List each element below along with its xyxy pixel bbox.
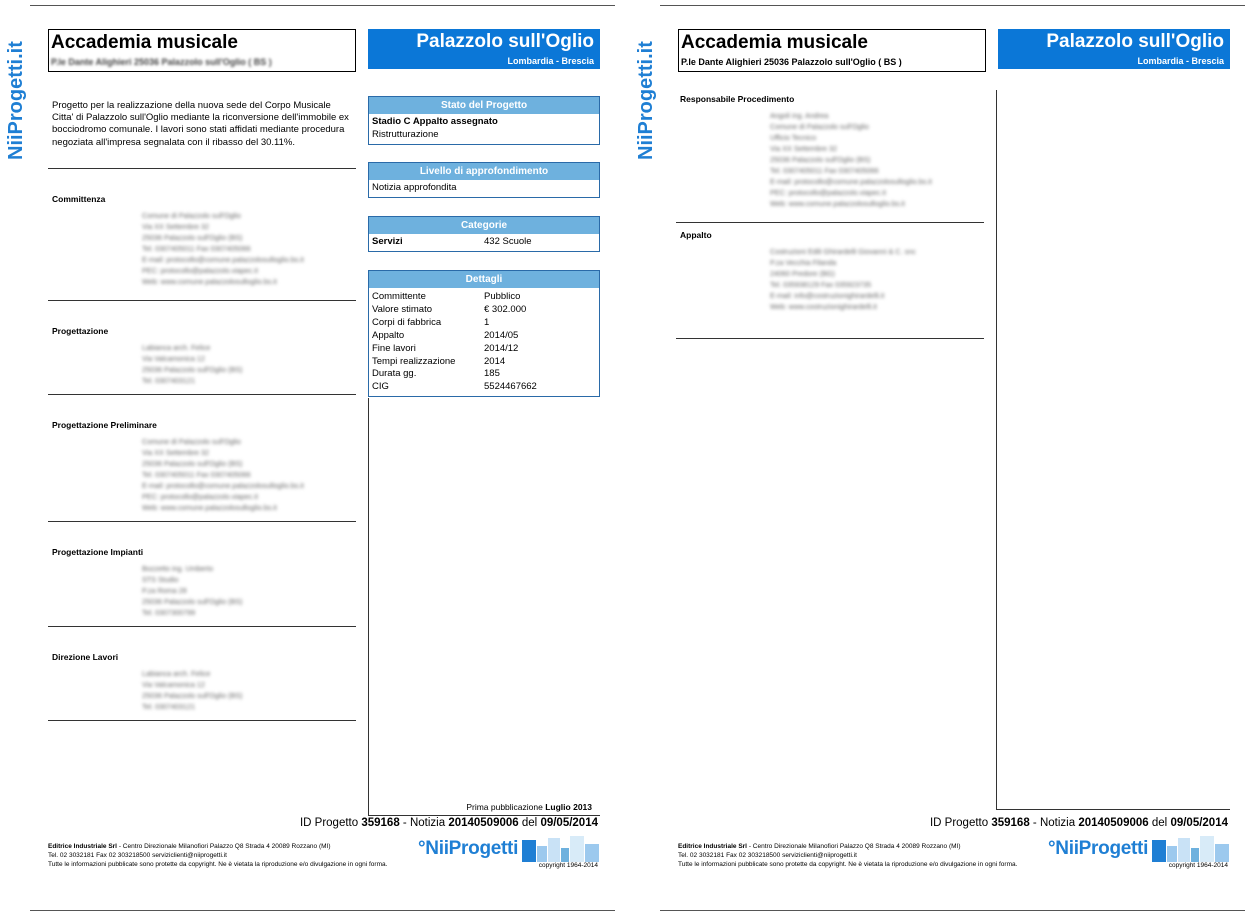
dettagli-value: 1	[484, 316, 490, 328]
contact-line: E-mail: protocollo@comune.palazzolosulloglio.bs.it	[770, 177, 932, 186]
id-mid-2: - Notizia	[1032, 817, 1076, 829]
contact-line: Tel. 0307405011 Fax 0307405066	[770, 166, 879, 175]
stato-type: Ristrutturazione	[372, 128, 439, 140]
contact-line: Via XX Settembre 32	[770, 144, 837, 153]
first-pub-value: Luglio 2013	[545, 802, 592, 812]
id-value-2: 359168	[991, 817, 1030, 829]
date-value: 09/05/2014	[540, 817, 598, 829]
dettagli-row	[372, 304, 596, 317]
contact-line: Labianca arch. Felice	[142, 669, 211, 678]
contact-line: Comune di Palazzolo sull'Oglio	[142, 211, 241, 220]
categorie-value: 432 Scuole	[484, 236, 532, 247]
dettagli-row	[372, 381, 596, 394]
dettagli-value: € 302.000	[484, 303, 527, 315]
dettagli-row	[372, 343, 596, 356]
contact-line: Tel. 0307405011 Fax 0307405066	[142, 470, 251, 479]
project-address: P.le Dante Alighieri 25036 Palazzolo sull'Oglio ( BS )	[51, 57, 272, 67]
contact-line: Via XX Settembre 32	[142, 222, 209, 231]
contact-line: Ufficio Tecnico	[770, 133, 817, 142]
stato-box	[368, 96, 600, 145]
dettagli-key: Appalto	[372, 329, 405, 341]
section-contact-lines	[142, 210, 304, 287]
vertical-logo-2	[630, 30, 660, 160]
first-pub-label: Prima pubblicazione	[466, 802, 543, 812]
vertical-logo	[0, 30, 30, 160]
right-column-bottom	[368, 815, 600, 816]
section-title: Progettazione	[52, 326, 109, 336]
contact-line: PEC: protocollo@palazzolo.viapec.it	[770, 188, 886, 197]
dettagli-key: Fine lavori	[372, 342, 416, 354]
dettagli-value: 2014/05	[484, 329, 519, 341]
brand-text: °NiiProgetti	[418, 838, 519, 859]
section-contact-lines	[770, 110, 932, 209]
contact-line: P.za Vecchia Filanda	[770, 258, 837, 267]
project-address-2: P.le Dante Alighieri 25036 Palazzolo sull'Oglio ( BS )	[681, 57, 902, 67]
id-value: 359168	[361, 817, 400, 829]
section-contact-lines	[770, 246, 916, 312]
publisher-name-2: Editrice Industriale Srl	[678, 843, 747, 850]
contact-line: E-mail: protocollo@comune.palazzolosulloglio.bs.it	[142, 255, 304, 264]
contact-line: Comune di Palazzolo sull'Oglio	[770, 122, 869, 131]
contact-line: 25036 Palazzolo sull'Oglio (BS)	[142, 597, 243, 606]
section-title: Responsabile Procedimento	[680, 94, 795, 104]
section-title: Committenza	[52, 194, 106, 204]
livello-header: Livello di approfondimento	[369, 163, 599, 180]
contact-line: Tel. 0307403121	[142, 702, 196, 711]
contact-line: Web: www.comune.palazzolosulloglio.bs.it	[770, 199, 905, 208]
contact-line: 25036 Palazzolo sull'Oglio (BS)	[142, 233, 243, 242]
section-title: Direzione Lavori	[52, 652, 119, 662]
dettagli-key: Tempi realizzazione	[372, 355, 456, 367]
contact-line: Tel. 035938129 Fax 035923735	[770, 280, 872, 289]
city-name-2: Palazzolo sull'Oglio	[1046, 31, 1224, 52]
right-column-rule	[368, 398, 369, 816]
dettagli-key: Durata gg.	[372, 368, 417, 380]
bottom-rule-2	[660, 910, 1245, 911]
id-prefix: ID Progetto	[299, 817, 359, 829]
id-del: del	[521, 817, 538, 829]
brand-logo-2	[1048, 836, 1230, 862]
id-del-2: del	[1151, 817, 1168, 829]
notizia-value-2: 20140509006	[1078, 817, 1149, 829]
publisher-info-2	[678, 842, 1017, 869]
date-value-2: 09/05/2014	[1170, 817, 1228, 829]
livello-value: Notizia approfondita	[372, 182, 457, 193]
id-mid: - Notizia	[402, 817, 446, 829]
stato-stage: Stadio C Appalto assegnato	[372, 116, 498, 127]
dettagli-row	[372, 330, 596, 343]
contact-line: Tel. 0307300799	[142, 608, 196, 617]
section-contact-lines	[142, 668, 242, 712]
stato-header: Stato del Progetto	[369, 97, 599, 114]
publisher-info	[48, 842, 387, 869]
vertical-logo-text-2: NiiProgetti.it	[635, 41, 657, 160]
contact-line: Bozzetto ing. Umberto	[142, 564, 214, 573]
city-banner	[368, 29, 600, 69]
section-contact-lines	[142, 342, 242, 386]
city-name: Palazzolo sull'Oglio	[416, 31, 594, 52]
id-line	[300, 817, 598, 829]
copyright-2: copyright 1964-2014	[1168, 862, 1228, 869]
dettagli-value: 2014	[484, 355, 506, 367]
dettagli-key: Corpi di fabbrica	[372, 316, 442, 328]
dettagli-key: CIG	[372, 381, 389, 393]
contact-line: 24060 Predore (BG)	[770, 269, 835, 278]
brand-text-2: °NiiProgetti	[1048, 838, 1149, 859]
buildings-icon-2	[1152, 836, 1230, 862]
contact-line: P.za Roma 28	[142, 586, 187, 595]
publisher-contacts: Tel. 02 3032181 Fax 02 303218500 serviziclienti@niiprogetti.it	[48, 852, 227, 859]
contact-line: Via Valcamonica 12	[142, 354, 205, 363]
contact-line: Labianca arch. Felice	[142, 343, 211, 352]
top-rule	[30, 5, 615, 6]
section-divider	[48, 394, 356, 395]
page-title: Accademia musicale	[51, 32, 238, 53]
dettagli-value: 2014/12	[484, 342, 519, 354]
section-divider	[48, 168, 356, 169]
contact-line: Angoli ing. Andrea	[770, 111, 829, 120]
page-2	[630, 0, 1230, 912]
dettagli-row	[372, 356, 596, 369]
contact-line: Via Valcamonica 12	[142, 680, 205, 689]
publisher-rights: Tutte le informazioni pubblicate sono protette da copyright. Ne è vietata la riproduzione e/o divulgazione in ogni forma.	[48, 861, 388, 868]
dettagli-value: 185	[484, 368, 500, 380]
region-name: Lombardia - Brescia	[507, 56, 594, 66]
id-line-2	[930, 817, 1228, 829]
contact-line: E-mail: protocollo@comune.palazzolosulloglio.bs.it	[142, 481, 304, 490]
contact-line: 25036 Palazzolo sull'Oglio (BS)	[142, 691, 243, 700]
notizia-value: 20140509006	[448, 817, 519, 829]
categorie-header: Categorie	[369, 217, 599, 234]
dettagli-value: 5524467662	[484, 381, 537, 393]
dettagli-header: Dettagli	[369, 271, 599, 288]
publisher-contacts-2: Tel. 02 3032181 Fax 02 303218500 serviziclienti@niiprogetti.it	[678, 852, 857, 859]
dettagli-key: Committente	[372, 291, 426, 302]
section-divider-end	[48, 720, 356, 721]
contact-line: Comune di Palazzolo sull'Oglio	[142, 437, 241, 446]
vertical-logo-text: NiiProgetti.it	[5, 41, 27, 160]
page-title-2: Accademia musicale	[681, 32, 868, 53]
categorie-key: Servizi	[372, 236, 403, 247]
project-description: Progetto per la realizzazione della nuova sede del Corpo Musicale Citta' di Palazzolo sull'Oglio mediante la riconversione dell'immobile ex bocciodromo comunale. I lavori sono stati affidati mediante procedura negoziata all'impresa segnalata con il ribasso del 30.11%.	[52, 100, 349, 148]
publisher-rights-2: Tutte le informazioni pubblicate sono protette da copyright. Ne è vietata la riproduzione e/o divulgazione in ogni forma.	[678, 861, 1018, 868]
contact-line: Web: www.costruzionighirardelli.it	[770, 302, 877, 311]
right-column-rule-2	[996, 90, 997, 810]
buildings-icon	[522, 836, 600, 862]
first-publication	[466, 802, 592, 812]
section-title: Progettazione Impianti	[52, 547, 144, 557]
header-box	[48, 29, 356, 72]
section-divider	[676, 222, 984, 223]
top-rule-2	[660, 5, 1245, 6]
publisher-address-2: - Centro Direzionale Milanofiori Palazzo Q8 Strada 4 20089 Rozzano (MI)	[748, 843, 961, 850]
section-divider	[48, 521, 356, 522]
livello-box	[368, 162, 600, 198]
copyright: copyright 1964-2014	[538, 862, 598, 869]
contact-line: Web: www.comune.palazzolosulloglio.bs.it	[142, 503, 277, 512]
page-1	[0, 0, 600, 912]
dettagli-value: Pubblico	[484, 291, 521, 302]
contact-line: Tel. 0307403121	[142, 376, 196, 385]
dettagli-row	[372, 317, 596, 330]
contact-line: 25036 Palazzolo sull'Oglio (BS)	[142, 365, 243, 374]
contact-line: E-mail: info@costruzionighirardelli.it	[770, 291, 885, 300]
dettagli-row	[372, 368, 596, 381]
city-banner-2	[998, 29, 1230, 69]
section-title: Appalto	[680, 230, 712, 240]
section-divider	[48, 300, 356, 301]
contact-line: Via XX Settembre 32	[142, 448, 209, 457]
section-divider-end-2	[676, 338, 984, 339]
contact-line: 25036 Palazzolo sull'Oglio (BS)	[770, 155, 871, 164]
section-title: Progettazione Preliminare	[52, 420, 157, 430]
contact-line: Costruzioni Edili Ghirardelli Giovanni & C. snc	[770, 247, 916, 256]
header-box-2	[678, 29, 986, 72]
region-name-2: Lombardia - Brescia	[1137, 56, 1224, 66]
section-contact-lines	[142, 563, 242, 618]
contact-line: 25036 Palazzolo sull'Oglio (BS)	[142, 459, 243, 468]
id-prefix-2: ID Progetto	[929, 817, 989, 829]
dettagli-box	[368, 270, 600, 397]
publisher-address: - Centro Direzionale Milanofiori Palazzo Q8 Strada 4 20089 Rozzano (MI)	[118, 843, 331, 850]
bottom-rule	[30, 910, 615, 911]
contact-line: PEC: protocollo@palazzolo.viapec.it	[142, 266, 258, 275]
contact-line: STS Studio	[142, 575, 179, 584]
right-column-bottom-2	[996, 809, 1230, 810]
section-contact-lines	[142, 436, 304, 513]
dettagli-row	[372, 291, 596, 304]
section-divider	[48, 626, 356, 627]
contact-line: Tel. 0307405011 Fax 0307405066	[142, 244, 251, 253]
contact-line: PEC: protocollo@palazzolo.viapec.it	[142, 492, 258, 501]
publisher-name: Editrice Industriale Srl	[48, 843, 117, 850]
dettagli-key: Valore stimato	[372, 303, 433, 315]
contact-line: Web: www.comune.palazzolosulloglio.bs.it	[142, 277, 277, 286]
brand-logo	[418, 836, 600, 862]
categorie-box	[368, 216, 600, 252]
